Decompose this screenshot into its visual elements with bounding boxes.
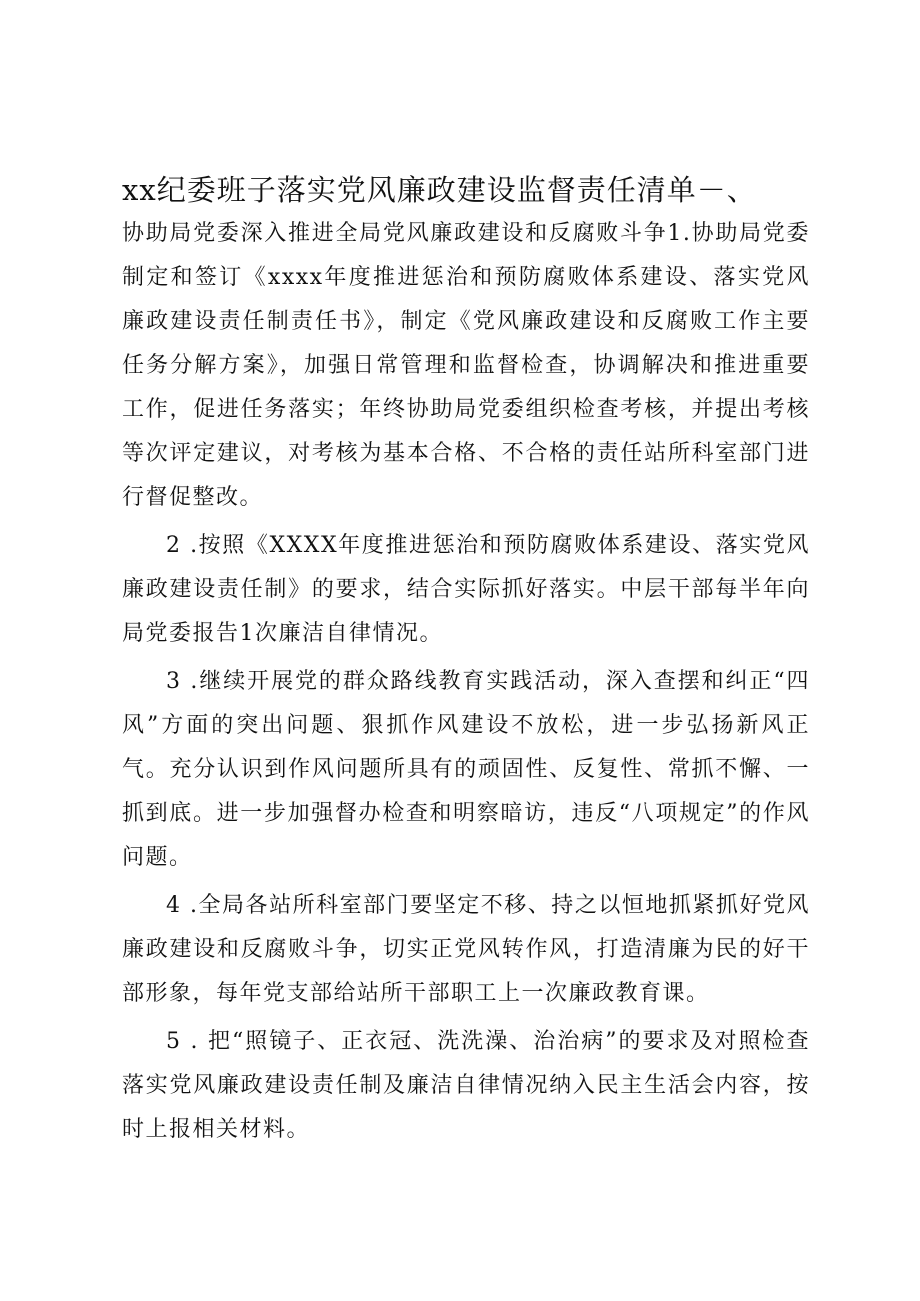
document-body	[122, 168, 810, 1152]
paragraph-1: 协助局党委深入推进全局党风廉政建设和反腐败斗争1.协助局党委制定和签订《xxxx年度推进惩治和预防腐败体系建设、落实党风廉政建设责任制责任书》，制定《党风廉政建设和反腐败工作主要任务分解方案》，加强日常管理和监督检查，协调解决和推进重要工作，促进任务落实；年终协助局党委组织检查考核，并提出考核等次评定建议，对考核为基本合格、不合格的责任站所科室部门进行督促整改。	[122, 221, 810, 510]
paragraph-5: 5 . 把“照镜子、正衣冠、洗洗澡、治治病”的要求及对照检查落实党风廉政建设责任制及廉洁自律情况纳入民主生活会内容，按时上报相关材料。	[122, 1029, 810, 1142]
paragraph-3: 3 .继续开展党的群众路线教育实践活动，深入查摆和纠正“四风”方面的突出问题、狠抓作风建设不放松，进一步弘扬新风正气。充分认识到作风问题所具有的顽固性、反复性、常抓不懈、一抓到底。进一步加强督办检查和明察暗访，违反“八项规定”的作风问题。	[122, 669, 810, 870]
paragraph-4: 4 .全局各站所科室部门要坚定不移、持之以恒地抓紧抓好党风廉政建设和反腐败斗争，切实正党风转作风，打造清廉为民的好干部形象，每年党支部给站所干部职工上一次廉政教育课。	[122, 893, 810, 1006]
document-title: xx纪委班子落实党风廉政建设监督责任清单－、	[122, 173, 757, 207]
paragraph-2: 2 .按照《XXXX年度推进惩治和预防腐败体系建设、落实党风廉政建设责任制》的要求，结合实际抓好落实。中层干部每半年向局党委报告1次廉洁自律情况。	[122, 533, 810, 646]
